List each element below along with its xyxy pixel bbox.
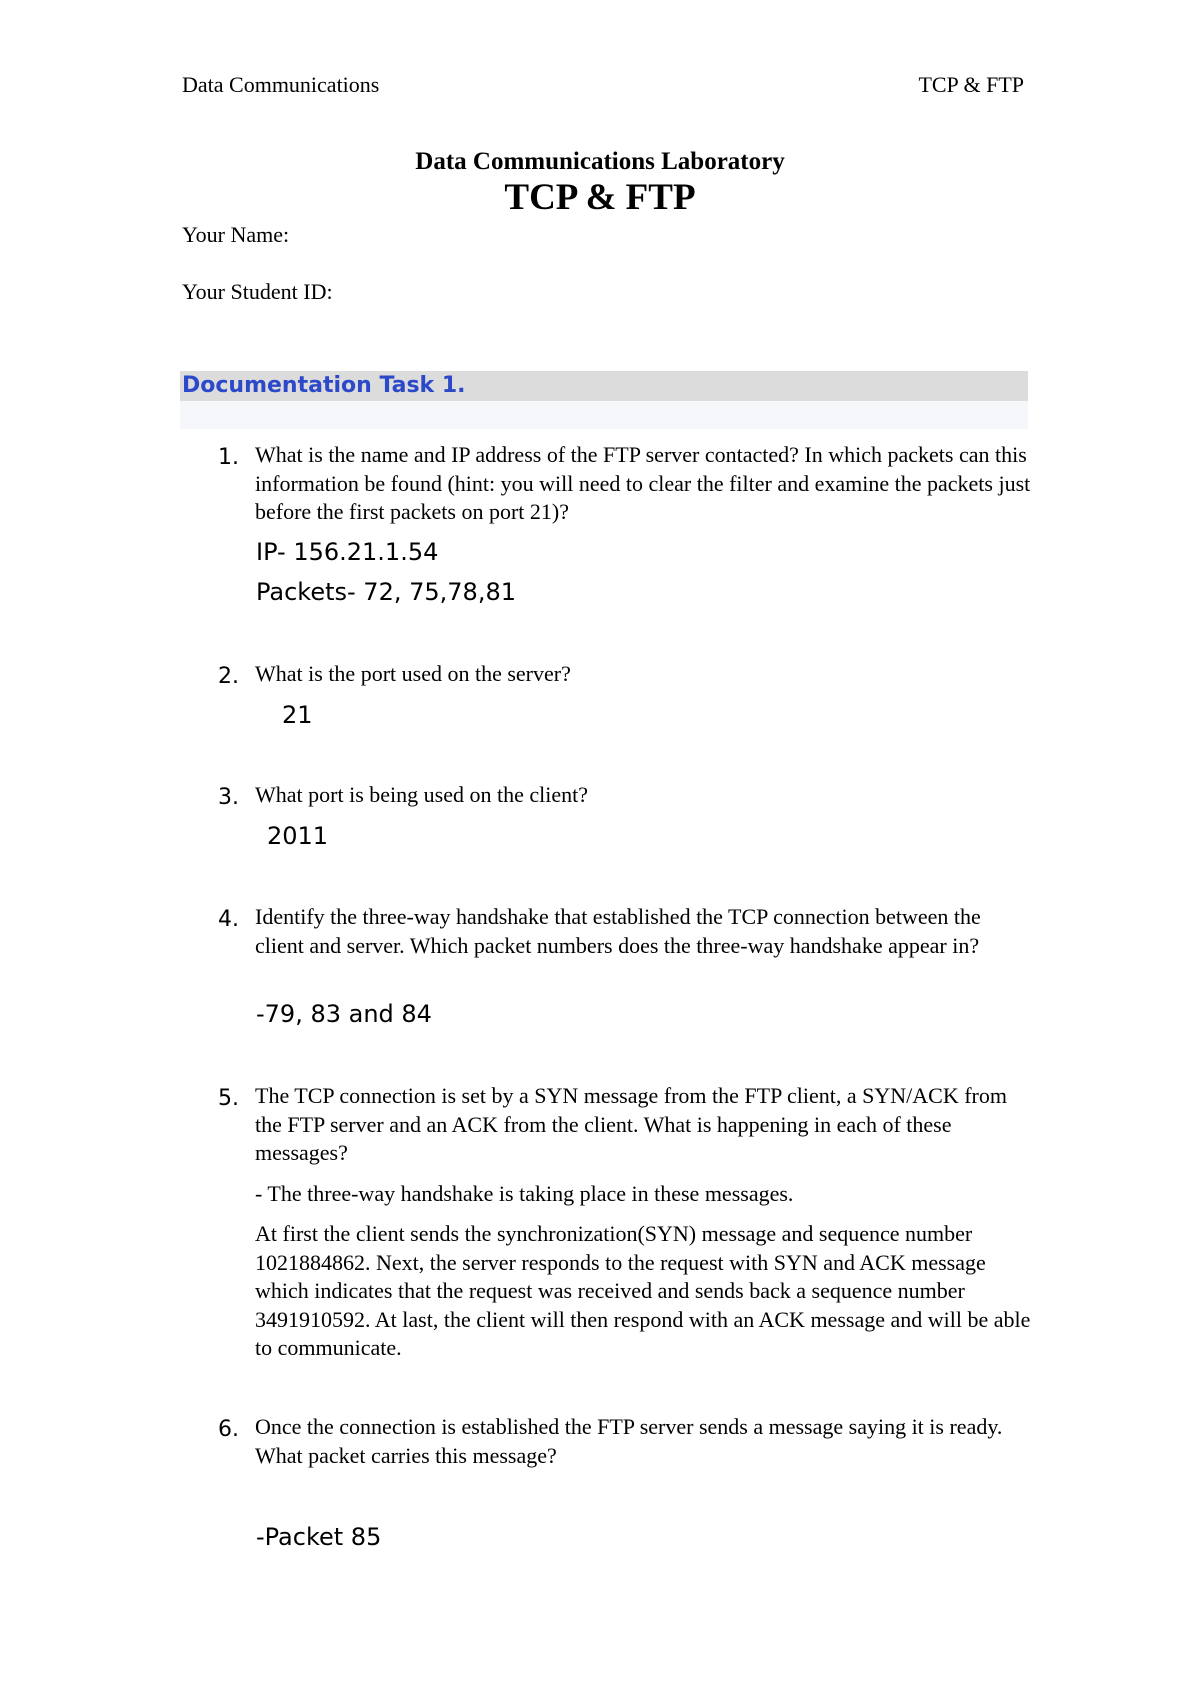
question-number: 1.: [218, 445, 239, 470]
answer-text: - The three-way handshake is taking place in these messages.: [255, 1181, 794, 1206]
name-field-label: Your Name:: [182, 222, 290, 247]
question-number: 6.: [218, 1417, 239, 1442]
answer-text: -Packet 85: [256, 1523, 382, 1551]
task-heading-bar-shadow: [180, 401, 1028, 429]
question-number: 3.: [218, 785, 239, 810]
question-text: Once the connection is established the FTP server sends a message saying it is ready. What packet carries this message?: [255, 1414, 1003, 1468]
document-subtitle: Data Communications Laboratory: [415, 148, 785, 175]
header-topic: TCP & FTP: [918, 72, 1024, 97]
student-id-field-label: Your Student ID:: [182, 279, 333, 304]
answer-text: 2011: [267, 822, 329, 850]
answer-text: IP- 156.21.1.54: [256, 538, 439, 566]
answer-text: 21: [282, 701, 313, 729]
task-heading: Documentation Task 1.: [182, 373, 466, 398]
header-course-name: Data Communications: [182, 72, 380, 97]
question-text: The TCP connection is set by a SYN message from the FTP client, a SYN/ACK from the FTP server and an ACK from the client. What is happening in each of these messages?: [255, 1083, 1007, 1165]
answer-text: At first the client sends the synchronization(SYN) message and sequence number 1021884862. Next, the server responds to the request with SYN and ACK message which indicates that the request was received and sends back a sequence number 3491910592. At last, the client will then respond with an ACK message and will be able to communicate.: [255, 1221, 1031, 1360]
question-text: What is the name and IP address of the FTP server contacted? In which packets can this information be found (hint: you will need to clear the filter and examine the packets just before the first packets on port 21)?: [255, 442, 1031, 524]
question-number: 4.: [218, 907, 239, 932]
document-title: TCP & FTP: [504, 177, 696, 218]
question-text: Identify the three-way handshake that established the TCP connection between the client and server. Which packet numbers does the three-way handshake appear in?: [255, 904, 981, 958]
question-number: 2.: [218, 664, 239, 689]
question-text: What is the port used on the server?: [255, 661, 571, 686]
question-number: 5.: [218, 1086, 239, 1111]
question-text: What port is being used on the client?: [255, 782, 588, 807]
answer-text: Packets- 72, 75,78,81: [256, 578, 516, 606]
answer-text: -79, 83 and 84: [256, 1000, 432, 1028]
